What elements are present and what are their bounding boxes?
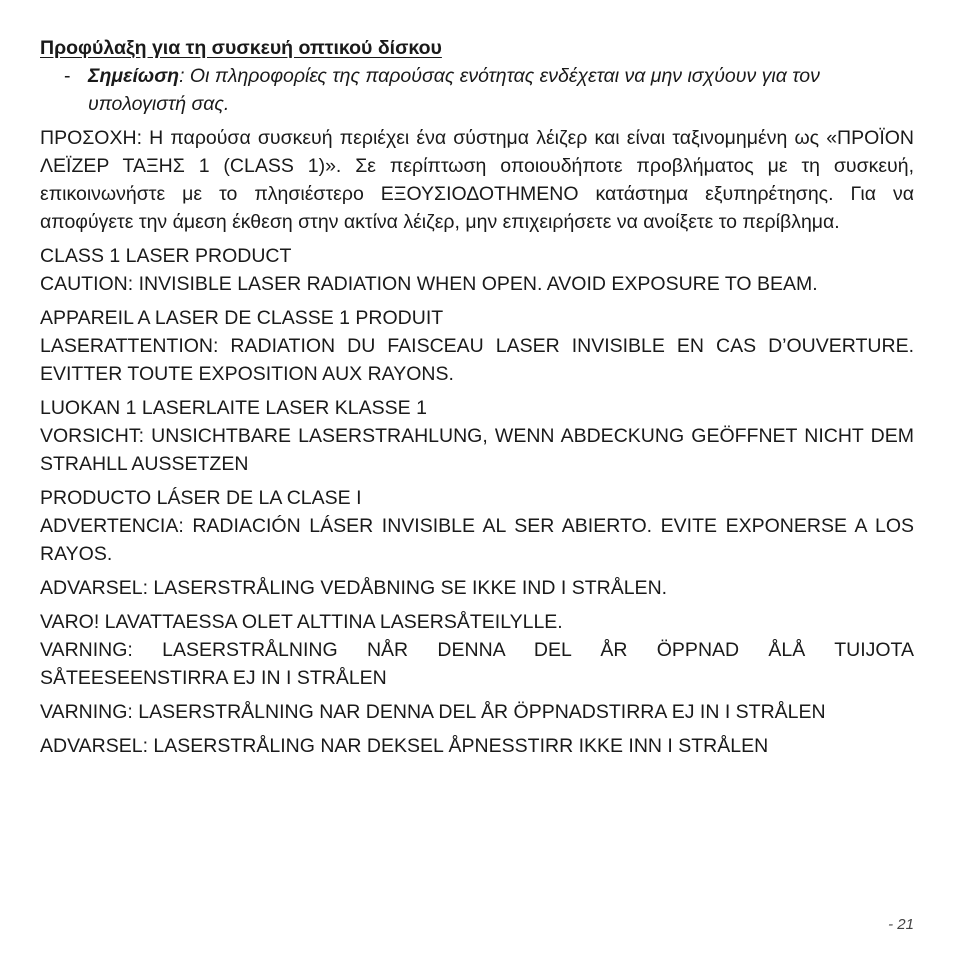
note-label: Σημείωση [88,65,180,87]
finnish-swedish-warning-text: VARNING: LASERSTRÅLNING NÅR DENNA DEL ÅR ÖPPNAD ÅLÅ TUIJOTA SÅTEESEENSTIRRA EJ IN I STRÅLEN [40,639,914,689]
spanish-warning-block [40,484,914,568]
swedish-warning-block [40,698,914,726]
finnish-swedish-warning-block [40,608,914,692]
note-text: : Οι πληροφορίες της παρούσας ενότητας ενδέχεται να μην ισχύουν για τον υπολογιστή σας. [88,65,820,115]
danish-warning-block [40,574,914,602]
swedish-warning-text: VARNING: LASERSTRÅLNING NAR DENNA DEL ÅR ÖPPNADSTIRRA EJ IN I STRÅLEN [40,701,826,723]
english-warning-text: CAUTION: INVISIBLE LASER RADIATION WHEN OPEN. AVOID EXPOSURE TO BEAM. [40,273,818,295]
spanish-warning-text: ADVERTENCIA: RADIACIÓN LÁSER INVISIBLE AL SER ABIERTO. EVITE EXPONERSE A LOS RAYOS. [40,515,914,565]
german-warning-block [40,394,914,478]
german-warning-title: LUOKAN 1 LASERLAITE LASER KLASSE 1 [40,397,427,419]
note-item [40,62,914,118]
french-warning-title: APPAREIL A LASER DE CLASSE 1 PRODUIT [40,307,444,329]
danish-warning-text: ADVARSEL: LASERSTRÅLING VEDÅBNING SE IKKE IND I STRÅLEN. [40,577,668,599]
french-warning-text: LASERATTENTION: RADIATION DU FAISCEAU LASER INVISIBLE EN CAS D’OUVERTURE. EVITTER TOUTE EXPOSITION AUX RAYONS. [40,335,914,385]
norwegian-warning-text: ADVARSEL: LASERSTRÅLING NAR DEKSEL ÅPNESSTIRR IKKE INN I STRÅLEN [40,735,769,757]
german-warning-text: VORSICHT: UNSICHTBARE LASERSTRAHLUNG, WENN ABDECKUNG GEÖFFNET NICHT DEM STRAHLL AUSSETZEN [40,425,914,475]
english-warning-block [40,242,914,298]
french-warning-block [40,304,914,388]
english-warning-title: CLASS 1 LASER PRODUCT [40,245,292,267]
spanish-warning-title: PRODUCTO LÁSER DE LA CLASE I [40,487,362,509]
document-page [40,34,914,766]
note-bullet: - [64,65,71,87]
section-heading: Προφύλαξη για τη συσκευή οπτικού δίσκου [40,37,442,59]
finnish-warning-title: VARO! LAVATTAESSA OLET ALTTINA LASERSÅTEILYLLE. [40,611,563,633]
norwegian-warning-block [40,732,914,760]
caution-paragraph: ΠΡΟΣΟΧΗ: Η παρούσα συσκευή περιέχει ένα σύστημα λέιζερ και είναι ταξινομημένη ως «ΠΡΟΪΟΝ ΛΕΪΖΕΡ ΤΑΞΗΣ 1 (CLASS 1)». Σε περίπτωση οποιουδήποτε προβλήματος με τη συσκευή, επικοινωνήστε με το πλησιέστερο ΕΞΟΥΣΙΟΔΟΤΗΜΕΝΟ κατάστημα εξυπηρέτησης. Για να αποφύγετε την άμεση έκθεση στην ακτίνα λέιζερ, μην επιχειρήσετε να ανοίξετε το περίβλημα. [40,127,914,233]
page-number: - 21 [888,916,914,933]
